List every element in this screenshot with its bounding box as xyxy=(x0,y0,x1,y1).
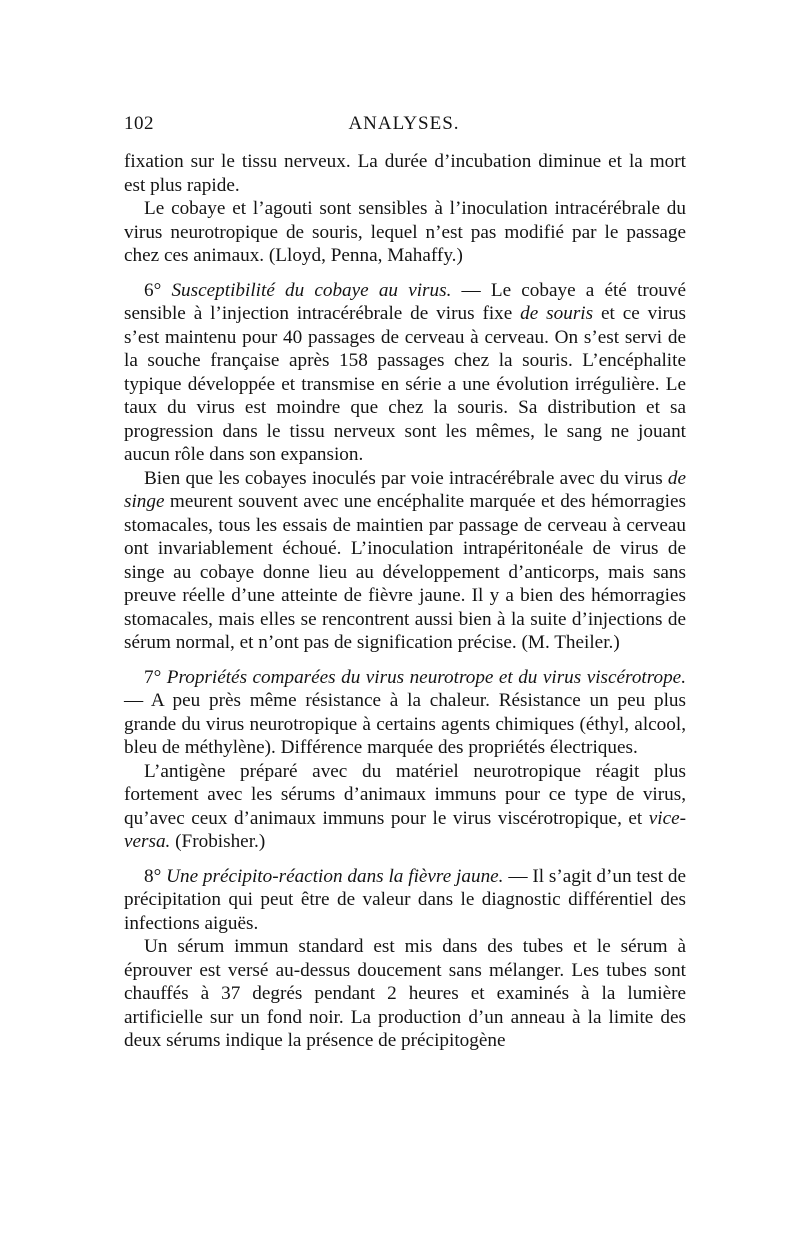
paragraph-serum-immun: Un sérum immun standard est mis dans des tubes et le sérum à éprouver est versé au-dessus doucement sans mélanger. Les tubes sont chauffés à 37 degrés pendant 2 heures et examinés à la lumière artificielle sur un fond noir. La production d’un anneau à la limite des deux sérums indique la présence de précipitogène xyxy=(124,936,686,1051)
paragraph-continuation: fixation sur le tissu nerveux. La durée d’incubation diminue et la mort est plus rapide. xyxy=(124,151,686,196)
text-run: — A peu près même résistance à la chaleur. Résistance un peu plus grande du virus neurotropique à certains agents chimiques (éthyl, alcool, bleu de méthylène). Différence marquée des propriétés électriques. xyxy=(124,690,686,758)
body-text xyxy=(124,150,686,1053)
text-run: et ce virus s’est maintenu pour 40 passages de cerveau à cerveau. On s’est servi de la souche française après 158 passages chez la souris. L’encéphalite typique développée et transmise en série a une évolution irrégulière. Le taux du virus est moindre que chez la souris. Sa distribution et sa progression dans le tissu nerveux sont les mêmes, le sang ne jouant aucun rôle dans son expansion. xyxy=(124,303,687,465)
emphasis: de souris xyxy=(520,303,594,324)
paragraph-antigene xyxy=(124,760,686,854)
text-run: — Le cobaye a été trouvé sensible à l’injection intracérébrale de virus fixe xyxy=(124,279,687,324)
section-number: 7° xyxy=(144,666,162,688)
paragraph-cobaye-agouti: Le cobaye et l’agouti sont sensibles à l’inoculation intracérébrale du virus neurotropique de souris, lequel n’est pas modifié par le passage chez ces animaux. (Lloyd, Penna, Mahaffy.) xyxy=(124,198,686,266)
section-title: Propriétés comparées du virus neurotrope et du virus viscérotrope. xyxy=(166,666,686,688)
page-number: 102 xyxy=(124,113,154,134)
page-header xyxy=(124,113,684,143)
emphasis: de singe xyxy=(124,467,686,512)
text-run: — Il s’agit d’un test de précipitation qui peut être de valeur dans le diagnostic différentiel des infections aiguës. xyxy=(124,865,687,934)
section-number: 8° xyxy=(144,865,162,887)
section-7 xyxy=(124,666,686,760)
section-6 xyxy=(124,279,686,467)
emphasis: vice-versa. xyxy=(124,807,686,852)
running-head: ANALYSES. xyxy=(348,113,460,134)
text-run: (Frobisher.) xyxy=(170,831,266,852)
text-run: Bien que les cobayes inoculés par voie intracérébrale avec du virus xyxy=(144,467,668,489)
section-8 xyxy=(124,865,686,936)
section-title: Susceptibilité du cobaye au virus. xyxy=(171,279,452,301)
section-number: 6° xyxy=(144,279,162,301)
text-run: meurent souvent avec une encéphalite marquée et des hémorragies stomacales, tous les essais de maintien par passage de cerveau à cerveau ont invariablement échoué. L’inoculation intrapéritonéale de virus de singe au cobaye donne lieu au développement d’anticorps, mais sans preuve réelle d’une atteinte de fièvre jaune. Il y a bien des hémorragies stomacales, mais elles se rencontrent aussi bien à la suite d’injections de sérum normal, et n’ont pas de signification précise. (M. Theiler.) xyxy=(124,491,686,653)
section-title: Une précipito-réaction dans la fièvre jaune. xyxy=(166,865,504,887)
text-run: L’antigène préparé avec du matériel neurotropique réagit plus fortement avec les sérums d’animaux immuns pour ce type de virus, qu’avec ceux d’animaux immuns pour le virus viscérotropique, et xyxy=(124,760,686,829)
paragraph-virus-singe xyxy=(124,467,686,655)
